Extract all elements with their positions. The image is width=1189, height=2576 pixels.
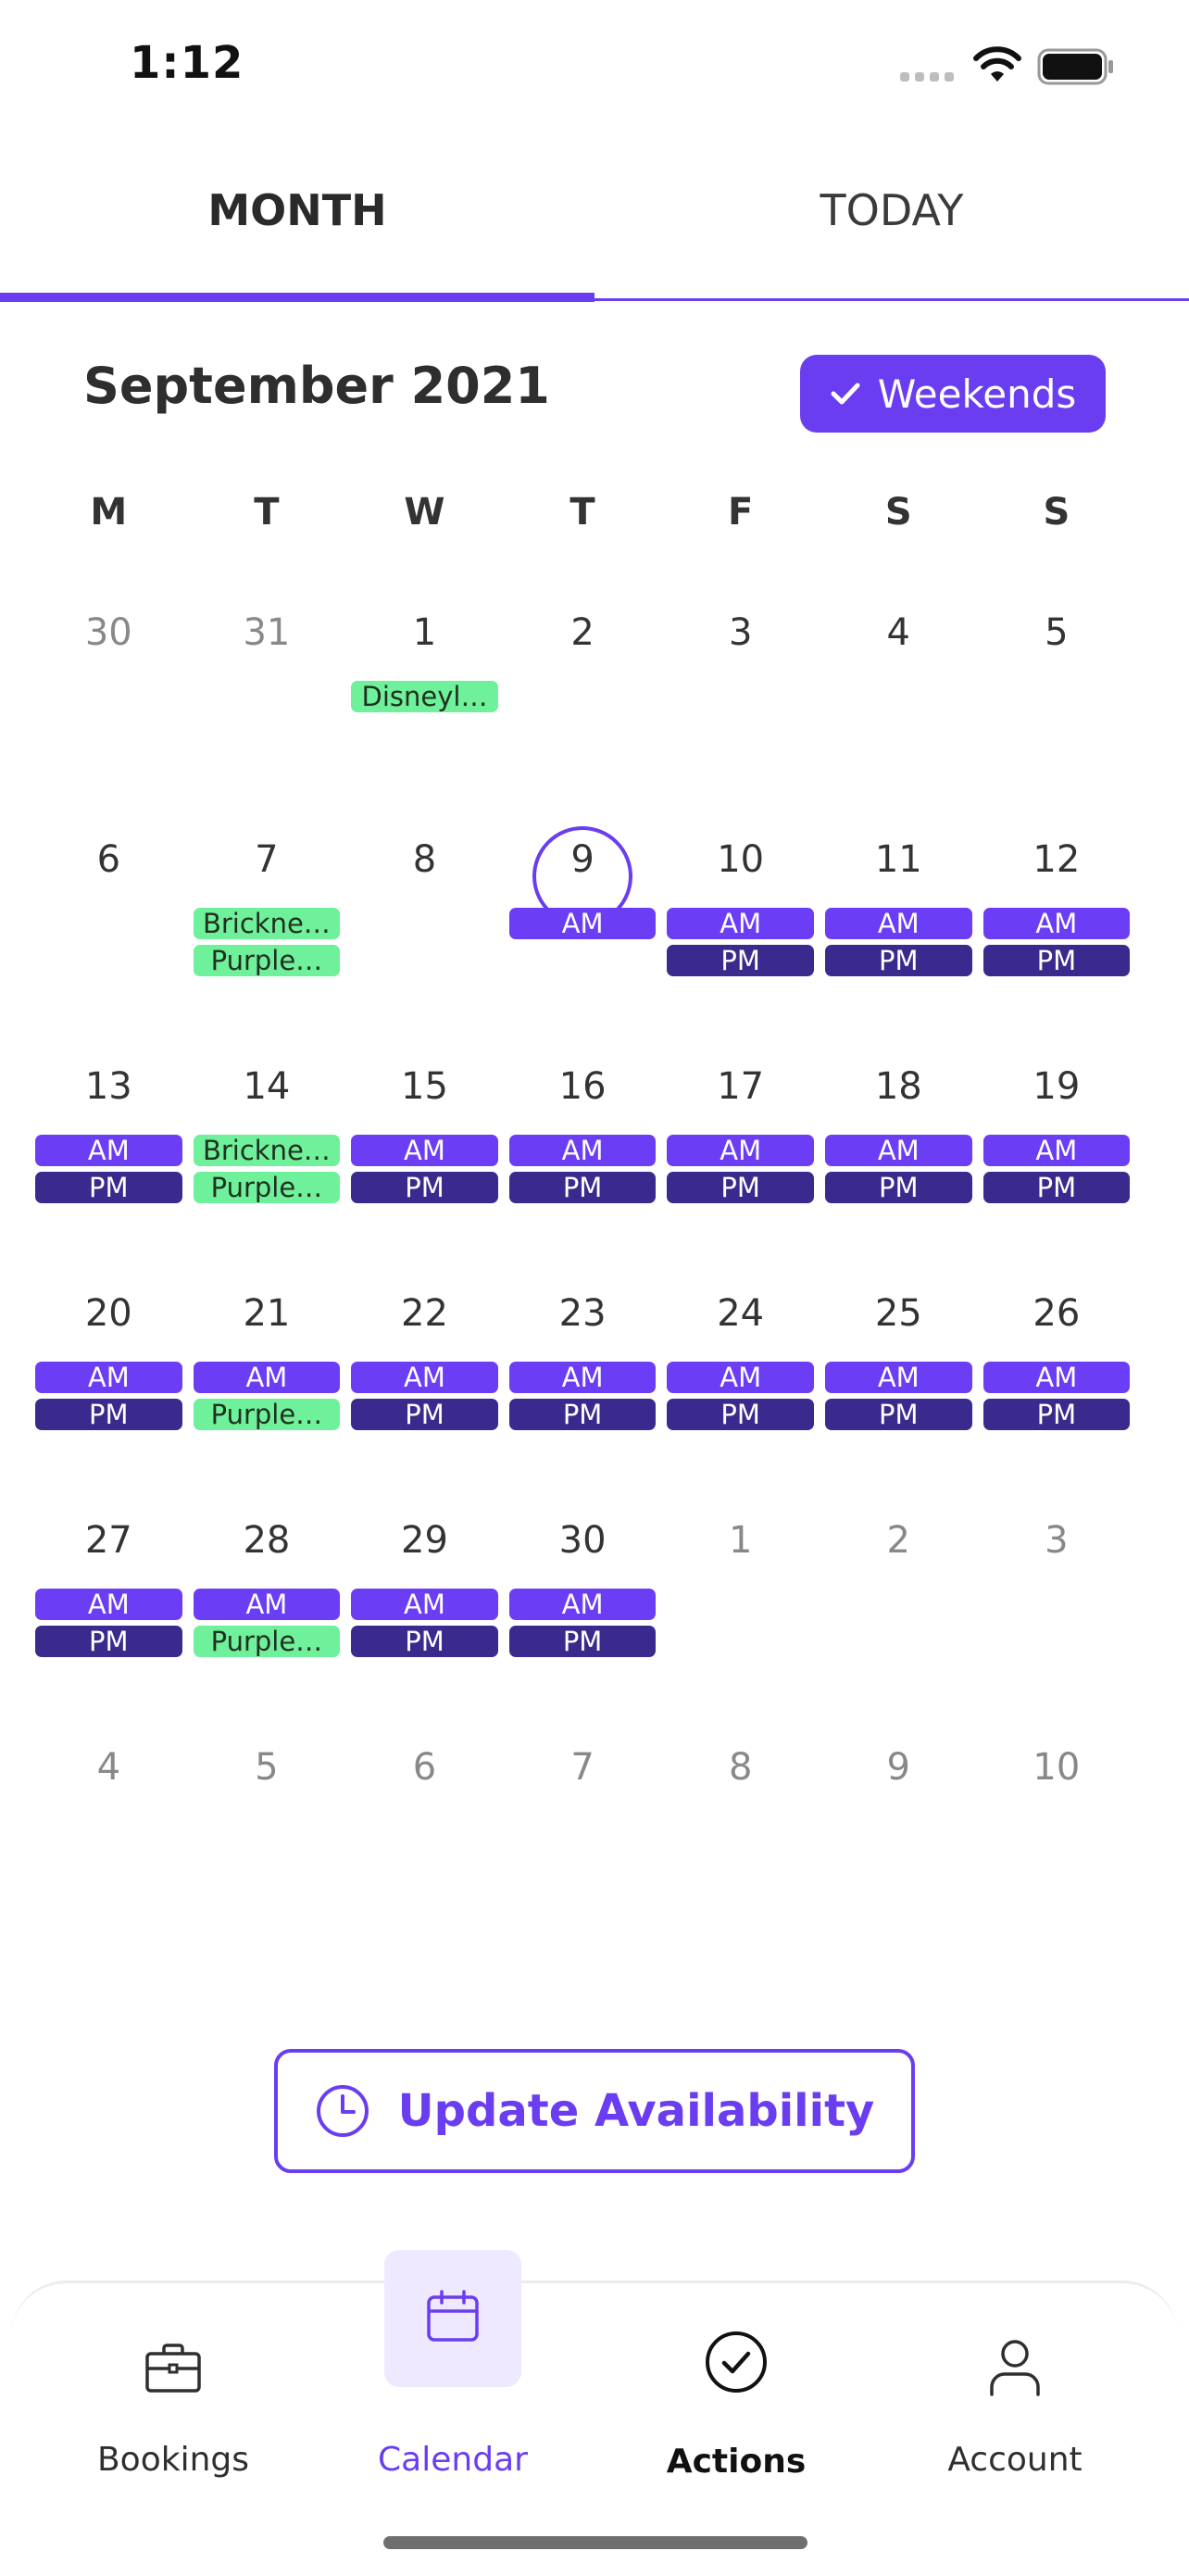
am-availability-chip[interactable]: AM (825, 1135, 972, 1166)
day-number (820, 1065, 978, 1108)
calendar-day[interactable] (820, 593, 978, 820)
calendar-week-row (30, 1274, 1159, 1501)
day-number-text: 9 (886, 1746, 910, 1789)
am-availability-chip[interactable]: AM (983, 1135, 1131, 1166)
calendar-day[interactable] (978, 820, 1136, 1047)
calendar-day[interactable] (30, 593, 188, 820)
day-number-text: 30 (84, 611, 132, 654)
booking-chip[interactable]: Purple… (194, 945, 341, 976)
pm-availability-chip[interactable]: PM (351, 1626, 498, 1657)
day-number (345, 1519, 504, 1562)
day-entries (667, 908, 814, 976)
day-entries (194, 908, 341, 976)
am-availability-chip[interactable]: AM (351, 1362, 498, 1393)
am-availability-chip[interactable]: AM (825, 1362, 972, 1393)
day-entries (825, 908, 972, 976)
pm-availability-chip[interactable]: PM (825, 1399, 972, 1430)
weekday-label: S (1043, 491, 1070, 534)
calendar-day[interactable] (188, 1501, 346, 1728)
battery-icon (1037, 48, 1115, 85)
day-number (820, 1292, 978, 1335)
day-number-text: 8 (412, 838, 437, 881)
day-entries (509, 1362, 657, 1430)
day-number (820, 838, 978, 881)
am-availability-chip[interactable]: AM (667, 1135, 814, 1166)
day-number-text: 22 (401, 1292, 448, 1335)
weekday-label: S (884, 491, 912, 534)
day-number-text: 5 (1045, 611, 1069, 654)
calendar-day[interactable] (661, 1274, 820, 1501)
weekday-label: T (569, 491, 595, 534)
day-number (661, 1292, 820, 1335)
checkmark-icon (830, 381, 861, 407)
day-number (188, 838, 346, 881)
wifi-icon (972, 44, 1022, 83)
pm-availability-chip[interactable]: PM (35, 1172, 182, 1203)
day-number (504, 1746, 662, 1789)
day-entries (351, 1362, 498, 1430)
day-number (978, 1746, 1136, 1789)
day-entries (983, 908, 1131, 976)
day-number-text: 17 (717, 1065, 765, 1108)
booking-chip[interactable]: Brickne… (194, 908, 341, 939)
home-indicator[interactable] (383, 2536, 807, 2549)
weekday-label: M (90, 491, 128, 534)
tab-today[interactable]: TODAY (820, 185, 964, 235)
calendar-day[interactable] (504, 593, 662, 820)
day-number-text: 19 (1033, 1065, 1081, 1108)
weekday-label: T (254, 491, 280, 534)
calendar-week-row (30, 820, 1159, 1047)
calendar-week-row (30, 1728, 1159, 1954)
day-number-text: 4 (886, 611, 910, 654)
day-number (978, 1065, 1136, 1108)
day-number-text: 16 (558, 1065, 607, 1108)
update-availability-button[interactable] (274, 2049, 915, 2173)
pm-availability-chip[interactable]: PM (825, 1172, 972, 1203)
calendar-day[interactable] (820, 1501, 978, 1728)
day-number (661, 1519, 820, 1562)
calendar-day[interactable] (345, 820, 504, 1047)
calendar-day[interactable] (345, 1274, 504, 1501)
calendar-day[interactable] (661, 1501, 820, 1728)
am-availability-chip[interactable]: AM (509, 1362, 657, 1393)
day-number-text: 27 (84, 1519, 132, 1562)
day-number-text: 11 (874, 838, 922, 881)
calendar-day[interactable] (30, 1501, 188, 1728)
day-number-text: 15 (401, 1065, 448, 1108)
day-number (820, 611, 978, 654)
day-number-text: 30 (558, 1519, 607, 1562)
day-entries (194, 1589, 341, 1657)
calendar-day[interactable] (345, 593, 504, 820)
day-number (345, 1746, 504, 1789)
am-availability-chip[interactable]: AM (35, 1589, 182, 1620)
day-number-text: 12 (1033, 838, 1081, 881)
calendar-day[interactable] (504, 1047, 662, 1274)
day-number-text: 24 (717, 1292, 765, 1335)
day-number (661, 1746, 820, 1789)
pm-availability-chip[interactable]: PM (35, 1626, 182, 1657)
day-entries (667, 1135, 814, 1203)
pm-availability-chip[interactable]: PM (35, 1399, 182, 1430)
am-availability-chip[interactable]: AM (983, 908, 1131, 939)
day-number-text: 4 (96, 1746, 121, 1789)
day-number (188, 1519, 346, 1562)
nav-actions[interactable] (644, 2283, 829, 2496)
calendar-day[interactable] (978, 1047, 1136, 1274)
booking-chip[interactable]: Purple… (194, 1399, 341, 1430)
pm-availability-chip[interactable]: PM (667, 945, 814, 976)
bottom-navigation (11, 2281, 1178, 2576)
day-number-text: 31 (243, 611, 291, 654)
day-number-text: 5 (255, 1746, 279, 1789)
day-number (345, 1292, 504, 1335)
day-number (661, 838, 820, 881)
day-number (978, 611, 1136, 654)
day-number (30, 1065, 188, 1108)
cellular-signal-icon (900, 72, 957, 83)
day-number-text: 29 (401, 1519, 448, 1562)
day-number-text: 14 (243, 1065, 291, 1108)
nav-actions-label: Actions (666, 2443, 807, 2481)
calendar-day[interactable] (504, 1728, 662, 1954)
am-availability-chip[interactable]: AM (35, 1135, 182, 1166)
day-number (345, 611, 504, 654)
pm-availability-chip[interactable]: PM (667, 1399, 814, 1430)
calendar-day[interactable] (661, 1047, 820, 1274)
month-title: September 2021 (83, 357, 550, 415)
day-number (345, 838, 504, 881)
calendar-day[interactable] (30, 820, 188, 1047)
day-number (820, 1746, 978, 1789)
day-number (30, 838, 188, 881)
clock-icon (315, 2083, 370, 2139)
day-number-text: 23 (558, 1292, 607, 1335)
day-entries (983, 1362, 1131, 1430)
calendar-day[interactable] (978, 1501, 1136, 1728)
calendar-day[interactable] (820, 820, 978, 1047)
day-entries (194, 1362, 341, 1430)
day-entries (825, 1362, 972, 1430)
calendar-day-today[interactable] (504, 820, 662, 1047)
day-number (504, 1065, 662, 1108)
nav-calendar-label: Calendar (378, 2441, 528, 2479)
calendar-day[interactable] (345, 1047, 504, 1274)
day-number-text: 6 (412, 1746, 437, 1789)
day-entries (35, 1135, 182, 1203)
pm-availability-chip[interactable]: PM (667, 1172, 814, 1203)
day-number-text: 7 (255, 838, 279, 881)
day-number (188, 1746, 346, 1789)
pm-availability-chip[interactable]: PM (983, 945, 1131, 976)
pm-availability-chip[interactable]: PM (983, 1172, 1131, 1203)
am-availability-chip[interactable]: AM (351, 1135, 498, 1166)
calendar-week-row (30, 593, 1159, 820)
pm-availability-chip[interactable]: PM (983, 1399, 1131, 1430)
weekends-label: Weekends (877, 371, 1077, 417)
am-availability-chip[interactable]: AM (351, 1589, 498, 1620)
am-availability-chip[interactable]: AM (667, 908, 814, 939)
day-number-text: 8 (728, 1746, 753, 1789)
weekday-label: W (404, 491, 445, 534)
calendar-day[interactable] (188, 1274, 346, 1501)
calendar-day[interactable] (820, 1274, 978, 1501)
day-number-text: 9 (570, 838, 594, 881)
tab-active-indicator (0, 293, 594, 302)
calendar-day[interactable] (820, 1047, 978, 1274)
day-number-text: 10 (1033, 1746, 1081, 1789)
am-availability-chip[interactable]: AM (509, 908, 657, 939)
booking-chip[interactable]: Purple… (194, 1172, 341, 1203)
calendar-day[interactable] (345, 1728, 504, 1954)
calendar-day[interactable] (978, 1728, 1136, 1954)
calendar-day[interactable] (661, 820, 820, 1047)
day-number (978, 1292, 1136, 1335)
day-entries (351, 1135, 498, 1203)
calendar-icon (425, 2289, 481, 2344)
booking-chip[interactable]: Disneyl… (351, 681, 498, 712)
weekday-header (30, 491, 1159, 534)
day-number (504, 611, 662, 654)
day-number-text: 7 (570, 1746, 594, 1789)
am-availability-chip[interactable]: AM (825, 908, 972, 939)
calendar-day[interactable] (30, 1728, 188, 1954)
person-icon (987, 2337, 1043, 2398)
day-number (978, 838, 1136, 881)
status-time: 1:12 (130, 37, 244, 89)
view-tabs (0, 139, 1189, 302)
day-entries (667, 1362, 814, 1430)
weekends-toggle-button[interactable] (800, 355, 1106, 433)
day-number (188, 1292, 346, 1335)
calendar-week-row (30, 1501, 1159, 1728)
day-number (820, 1519, 978, 1562)
booking-chip[interactable]: Brickne… (194, 1135, 341, 1166)
day-entries (509, 1135, 657, 1203)
calendar-day[interactable] (661, 1728, 820, 1954)
day-number-text: 10 (717, 838, 765, 881)
tab-month[interactable]: MONTH (207, 185, 387, 235)
day-number (504, 1292, 662, 1335)
day-number-text: 3 (1045, 1519, 1069, 1562)
day-number-text: 20 (84, 1292, 132, 1335)
am-availability-chip[interactable]: AM (509, 1589, 657, 1620)
day-entries (35, 1362, 182, 1430)
status-bar (0, 0, 1189, 139)
calendar-day[interactable] (188, 593, 346, 820)
calendar-day[interactable] (30, 1274, 188, 1501)
day-number (504, 1519, 662, 1562)
day-number-text: 25 (874, 1292, 922, 1335)
am-availability-chip[interactable]: AM (194, 1589, 341, 1620)
pm-availability-chip[interactable]: PM (351, 1399, 498, 1430)
booking-chip[interactable]: Purple… (194, 1626, 341, 1657)
day-entries (825, 1135, 972, 1203)
pm-availability-chip[interactable]: PM (509, 1626, 657, 1657)
day-number-text: 1 (412, 611, 437, 654)
day-entries (509, 908, 657, 939)
day-entries (509, 1589, 657, 1657)
pm-availability-chip[interactable]: PM (351, 1172, 498, 1203)
calendar-day[interactable] (504, 1274, 662, 1501)
calendar-day[interactable] (30, 1047, 188, 1274)
day-number-text: 3 (728, 611, 753, 654)
day-number (661, 611, 820, 654)
day-entries (351, 1589, 498, 1657)
am-availability-chip[interactable]: AM (194, 1362, 341, 1393)
day-number (30, 1746, 188, 1789)
day-number-text: 26 (1033, 1292, 1081, 1335)
calendar-day[interactable] (820, 1728, 978, 1954)
am-availability-chip[interactable]: AM (983, 1362, 1131, 1393)
day-number (30, 1519, 188, 1562)
nav-bookings-label: Bookings (96, 2441, 250, 2479)
nav-calendar[interactable] (360, 2283, 545, 2496)
calendar-day[interactable] (345, 1501, 504, 1728)
weekday-label: F (728, 491, 754, 534)
am-availability-chip[interactable]: AM (509, 1135, 657, 1166)
calendar-day[interactable] (188, 1047, 346, 1274)
calendar-grid (30, 593, 1159, 1954)
calendar-day[interactable] (978, 1274, 1136, 1501)
calendar-day[interactable] (978, 593, 1136, 820)
calendar-day[interactable] (661, 593, 820, 820)
nav-account[interactable] (922, 2283, 1108, 2496)
pm-availability-chip[interactable]: PM (509, 1172, 657, 1203)
calendar-day[interactable] (188, 820, 346, 1047)
day-entries (983, 1135, 1131, 1203)
briefcase-icon (144, 2341, 203, 2394)
pm-availability-chip[interactable]: PM (509, 1399, 657, 1430)
day-number (30, 611, 188, 654)
day-number (30, 1292, 188, 1335)
day-number-text: 21 (243, 1292, 291, 1335)
day-number (661, 1065, 820, 1108)
day-number (188, 611, 346, 654)
am-availability-chip[interactable]: AM (667, 1362, 814, 1393)
day-number-text: 18 (874, 1065, 922, 1108)
day-number-text: 2 (570, 611, 594, 654)
day-number (504, 838, 662, 881)
update-availability-label: Update Availability (397, 2085, 875, 2137)
day-number-text: 13 (84, 1065, 132, 1108)
day-entries (194, 1135, 341, 1203)
day-number (345, 1065, 504, 1108)
calendar-day[interactable] (504, 1501, 662, 1728)
check-circle-icon (704, 2330, 769, 2394)
calendar-week-row (30, 1047, 1159, 1274)
day-number (978, 1519, 1136, 1562)
day-entries (35, 1589, 182, 1657)
day-number-text: 6 (96, 838, 121, 881)
day-entries (351, 681, 498, 712)
day-number-text: 1 (728, 1519, 753, 1562)
calendar-day[interactable] (188, 1728, 346, 1954)
nav-bookings[interactable] (81, 2283, 266, 2496)
nav-account-label: Account (947, 2441, 1083, 2479)
am-availability-chip[interactable]: AM (35, 1362, 182, 1393)
day-number-text: 2 (886, 1519, 910, 1562)
pm-availability-chip[interactable]: PM (825, 945, 972, 976)
day-number-text: 28 (243, 1519, 291, 1562)
day-number (188, 1065, 346, 1108)
